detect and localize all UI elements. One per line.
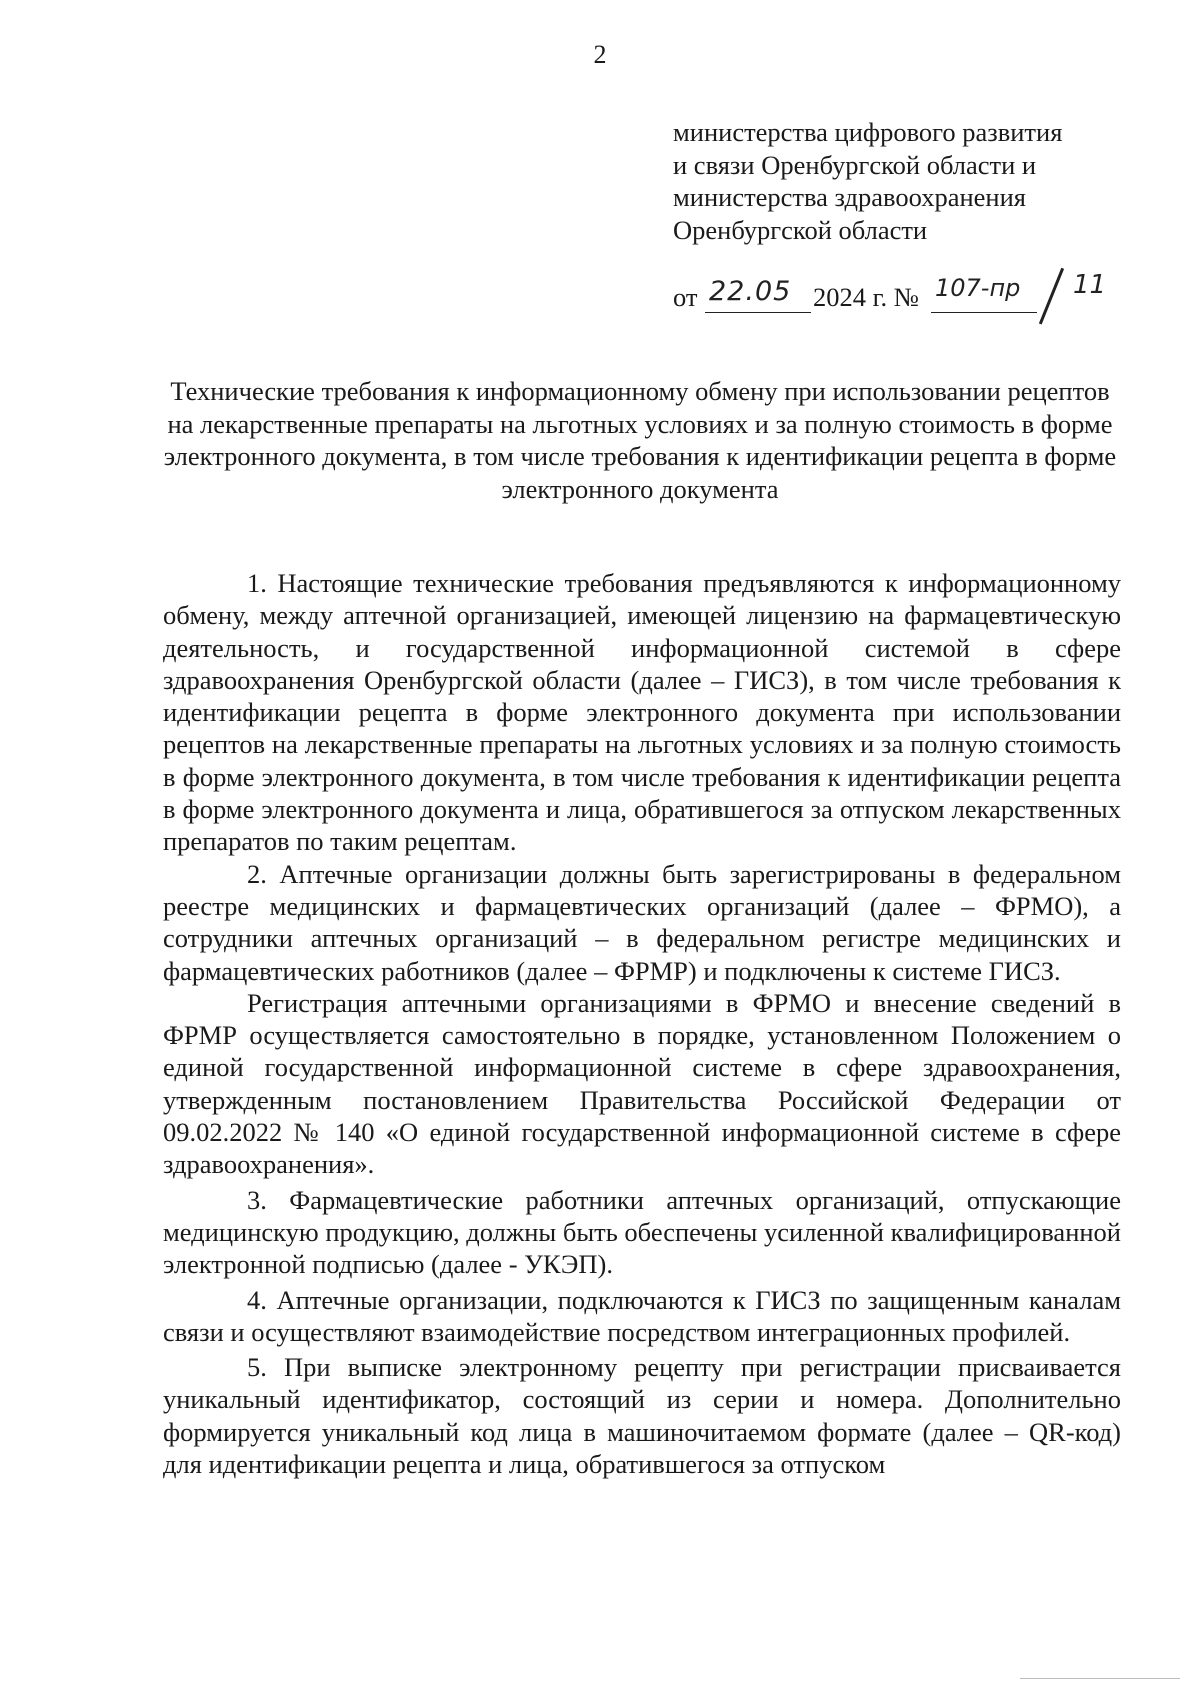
paragraph: 5. При выписке электронному рецепту при регистрации присваивается уникальный идентификатор, состоящий из серии и номера. Дополнительно формируется уникальный код лица в машиночитаемом формате (далее – QR-код) для идентификации рецепта и лица, обратившегося за отпуском: [163, 1352, 1121, 1480]
date-underline: [705, 312, 811, 313]
handwritten-suffix: 11: [1073, 270, 1107, 300]
paragraph: 3. Фармацевтические работники аптечных организаций, отпускающие медицинскую продукцию, должны быть обеспечены усиленной квалифицированной электронной подписью (далее - УКЭП).: [163, 1184, 1121, 1280]
page-number: 2: [593, 40, 607, 69]
document-title: Технические требования к информационному обмену при использовании рецептов на лекарственные препараты на льготных условиях и за полную стоимость в форме электронного документа, в том числе требования к идентификации рецепта в форме электронного документа: [163, 376, 1117, 504]
paragraph: Регистрация аптечными организациями в ФРМО и внесение сведений в ФРМР осуществляется самостоятельно в порядке, установленном Положением о единой государственной информационной системе в сфере здравоохранения, утвержденным постановлением Правительства Российской Федерации от 09.02.2022 № 140 «О единой государственной информационной системе в сфере здравоохранения».: [163, 987, 1121, 1180]
year-label: 2024 г. №: [813, 282, 920, 312]
document-body: [163, 567, 1121, 1480]
footer-rule: [1020, 1678, 1180, 1679]
signature-slash: [1039, 268, 1064, 325]
addressee-block: [673, 116, 1153, 246]
date-line: [673, 272, 1143, 332]
paragraph: 1. Настоящие технические требования предъявляются к информационному обмену, между аптечной организацией, имеющей лицензию на фармацевтическую деятельность, и государственной информационной системой в сфере здравоохранения Оренбургской области (далее – ГИСЗ), в том числе требования к идентификации рецепта в форме электронного документа при использовании рецептов на лекарственные препараты на льготных условиях и за полную стоимость в форме электронного документа, в том числе требования к идентификации рецепта в форме электронного документа и лица, обратившегося за отпуском лекарственных препаратов по таким рецептам.: [163, 568, 1121, 857]
handwritten-number: 107-пр: [935, 274, 1021, 302]
addressee-line: Оренбургской области: [673, 214, 928, 245]
number-underline: [931, 312, 1037, 313]
addressee-line: министерства здравоохранения: [673, 182, 1026, 212]
paragraph: 4. Аптечные организации, подключаются к ГИСЗ по защищенным каналам связи и осуществляют взаимодействие посредством интеграционных профилей.: [163, 1284, 1121, 1347]
handwritten-date: 22.05: [709, 276, 792, 307]
date-prefix: от: [673, 282, 698, 312]
addressee-line: и связи Оренбургской области и: [673, 149, 1037, 180]
paragraph: 2. Аптечные организации должны быть зарегистрированы в федеральном реестре медицинских и фармацевтических организаций (далее – ФРМО), а сотрудники аптечных организаций – в федеральном регистре медицинских и фармацевтических работников (далее – ФРМР) и подключены к системе ГИСЗ.: [163, 858, 1121, 986]
addressee-line: министерства цифрового развития: [673, 117, 1063, 147]
